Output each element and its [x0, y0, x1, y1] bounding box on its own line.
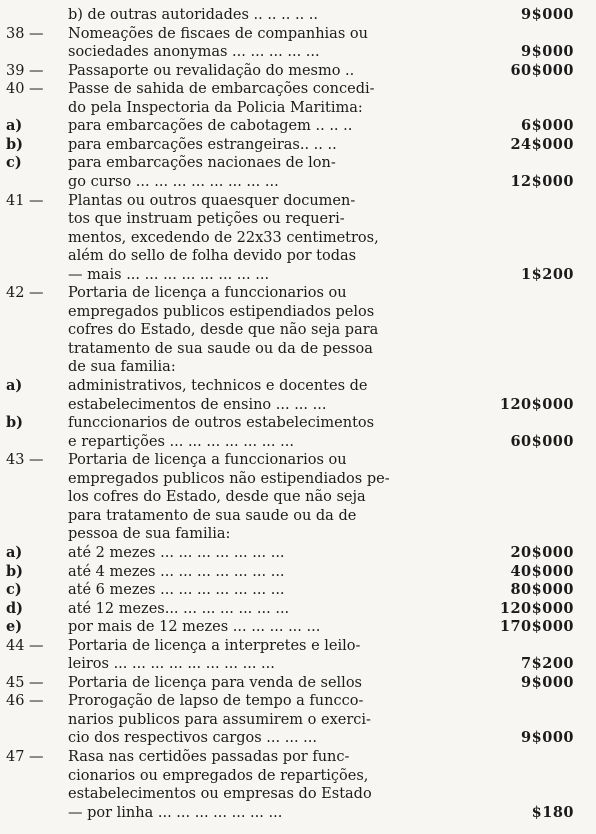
document-line — [0, 711, 596, 729]
item-text: por mais de 12 mezes ... ... ... ... ... — [68, 619, 321, 636]
item-text: e repartições ... ... ... ... ... ... ... — [68, 433, 294, 450]
document-line — [0, 692, 596, 710]
item-letter: c) — [6, 154, 22, 172]
item-text: Portaria de licença para venda de sellos — [68, 674, 362, 691]
document-line — [0, 154, 596, 172]
document-line — [0, 117, 596, 135]
item-text: Passe de sahida de embarcações concedi- — [68, 81, 375, 98]
document-line — [0, 25, 596, 43]
document-line — [0, 229, 596, 247]
document-line — [0, 210, 596, 228]
item-text: Portaria de licença a interpretes e leilo- — [68, 637, 361, 654]
item-text: Portaria de licença a funccionarios ou — [68, 285, 347, 302]
item-number: 39 — — [6, 62, 44, 79]
item-text: mentos, excedendo de 22x33 centimetros, — [68, 229, 379, 246]
item-text: estabelecimentos ou empresas do Estado — [68, 786, 372, 803]
document-line — [0, 340, 596, 358]
item-letter: a) — [6, 117, 23, 135]
item-text: estabelecimentos de ensino ... ... ... — [68, 396, 327, 413]
document-line — [0, 804, 596, 822]
document-line — [0, 767, 596, 785]
fee-amount: 7$200 — [521, 655, 574, 673]
item-number: 43 — — [6, 452, 44, 469]
item-text: — mais ... ... ... ... ... ... ... ... — [68, 266, 270, 283]
fee-amount: 40$000 — [510, 562, 574, 580]
fee-amount: 120$000 — [499, 599, 574, 617]
item-text: Nomeações de fiscaes de companhias ou — [68, 25, 368, 42]
item-text: b) de outras autoridades .. .. .. .. .. — [68, 7, 319, 23]
document-line — [0, 396, 596, 414]
document-line — [0, 377, 596, 395]
fee-amount: 1$200 — [521, 265, 574, 283]
item-text: para embarcações estrangeiras.. .. .. — [68, 136, 337, 153]
item-text: — por linha ... ... ... ... ... ... ... — [68, 804, 283, 821]
item-text: los cofres do Estado, desde que não seja — [68, 489, 366, 506]
document-line — [0, 358, 596, 376]
item-text: do pela Inspectoria da Policia Maritima: — [68, 99, 363, 116]
item-letter: c) — [6, 581, 22, 599]
document-line — [0, 674, 596, 692]
fee-amount: 6$000 — [521, 117, 574, 135]
document-line — [0, 43, 596, 61]
document-line — [0, 192, 596, 210]
document-line — [0, 414, 596, 432]
fee-amount: 24$000 — [510, 135, 574, 153]
fee-amount: 12$000 — [510, 172, 574, 190]
fee-amount: 170$000 — [499, 618, 574, 636]
document-line — [0, 451, 596, 469]
document-line — [0, 525, 596, 543]
item-text: para tratamento de sua saude ou da de — [68, 507, 357, 524]
item-number: 46 — — [6, 693, 44, 710]
document-line — [0, 581, 596, 599]
fee-amount: 120$000 — [499, 395, 574, 413]
document-line — [0, 507, 596, 525]
item-text: Passaporte ou revalidação do mesmo .. — [68, 62, 355, 79]
fee-amount: $180 — [531, 803, 574, 821]
document-line — [0, 785, 596, 803]
item-text: até 12 mezes... ... ... ... ... ... ... — [68, 600, 290, 617]
item-letter: e) — [6, 618, 23, 636]
item-text: para embarcações de cabotagem .. .. .. — [68, 118, 353, 135]
item-number: 38 — — [6, 25, 44, 42]
item-letter: a) — [6, 543, 23, 561]
item-text: pessoa de sua familia: — [68, 526, 231, 543]
item-text: Plantas ou outros quaesquer documen- — [68, 192, 356, 209]
document-line — [0, 6, 596, 24]
item-number: 41 — — [6, 192, 44, 209]
document-line — [0, 618, 596, 636]
document-line — [0, 136, 596, 154]
item-text: empregados publicos estipendiados pelos — [68, 303, 375, 320]
item-text: até 2 mezes ... ... ... ... ... ... ... — [68, 544, 285, 561]
document-line — [0, 488, 596, 506]
item-text: Prorogação de lapso de tempo a funcco- — [68, 693, 364, 710]
document-line — [0, 284, 596, 302]
item-text: além do sello de folha devido por todas — [68, 248, 357, 265]
document-line — [0, 748, 596, 766]
document-line — [0, 544, 596, 562]
document-line — [0, 80, 596, 98]
item-text: tos que instruam petições ou requeri- — [68, 211, 345, 228]
item-text: para embarcações nacionaes de lon- — [68, 155, 336, 172]
item-number: 45 — — [6, 674, 44, 691]
item-letter: b) — [6, 135, 23, 153]
document-line — [0, 303, 596, 321]
document-line — [0, 173, 596, 191]
document-line — [0, 62, 596, 80]
fee-amount: 9$000 — [521, 6, 574, 23]
item-letter: a) — [6, 377, 23, 394]
document-line — [0, 433, 596, 451]
item-text: empregados publicos não estipendiados pe- — [68, 470, 390, 487]
fee-amount: 20$000 — [510, 543, 574, 561]
item-text: Portaria de licença a funccionarios ou — [68, 452, 347, 469]
item-text: Rasa nas certidões passadas por func- — [68, 749, 350, 765]
item-number: 40 — — [6, 81, 44, 98]
fee-amount: 9$000 — [521, 729, 574, 747]
document-line — [0, 563, 596, 581]
document-line — [0, 637, 596, 655]
item-text: go curso ... ... ... ... ... ... ... ... — [68, 173, 279, 190]
document-line — [0, 470, 596, 488]
item-text: tratamento de sua saude ou da de pessoa — [68, 340, 373, 357]
fee-amount: 60$000 — [510, 432, 574, 450]
item-letter: d) — [6, 599, 23, 617]
document-line — [0, 655, 596, 673]
item-text: de sua familia: — [68, 359, 176, 376]
item-text: leiros ... ... ... ... ... ... ... ... ... — [68, 656, 275, 673]
item-text: cio dos respectivos cargos ... ... ... — [68, 730, 317, 747]
item-text: cofres do Estado, desde que não seja para — [68, 322, 379, 339]
item-number: 47 — — [6, 749, 44, 765]
item-number: 44 — — [6, 637, 44, 654]
item-text: até 6 mezes ... ... ... ... ... ... ... — [68, 582, 285, 599]
item-text: até 4 mezes ... ... ... ... ... ... ... — [68, 563, 285, 580]
fee-amount: 80$000 — [510, 581, 574, 599]
item-text: cionarios ou empregados de repartições, — [68, 767, 369, 784]
document-line — [0, 729, 596, 747]
fee-amount: 60$000 — [510, 61, 574, 79]
document-line — [0, 321, 596, 339]
document-line — [0, 266, 596, 284]
fee-amount: 9$000 — [521, 673, 574, 691]
item-text: funccionarios de outros estabelecimentos — [68, 415, 375, 432]
document-line — [0, 600, 596, 618]
item-number: 42 — — [6, 285, 44, 302]
document-line — [0, 247, 596, 265]
document-line — [0, 99, 596, 117]
item-letter: b) — [6, 414, 23, 432]
item-letter: b) — [6, 562, 23, 580]
item-text: narios publicos para assumirem o exerci- — [68, 711, 371, 728]
item-text: sociedades anonymas ... ... ... ... ... — [68, 44, 320, 61]
item-text: administrativos, technicos e docentes de — [68, 378, 368, 394]
fee-amount: 9$000 — [521, 43, 574, 61]
